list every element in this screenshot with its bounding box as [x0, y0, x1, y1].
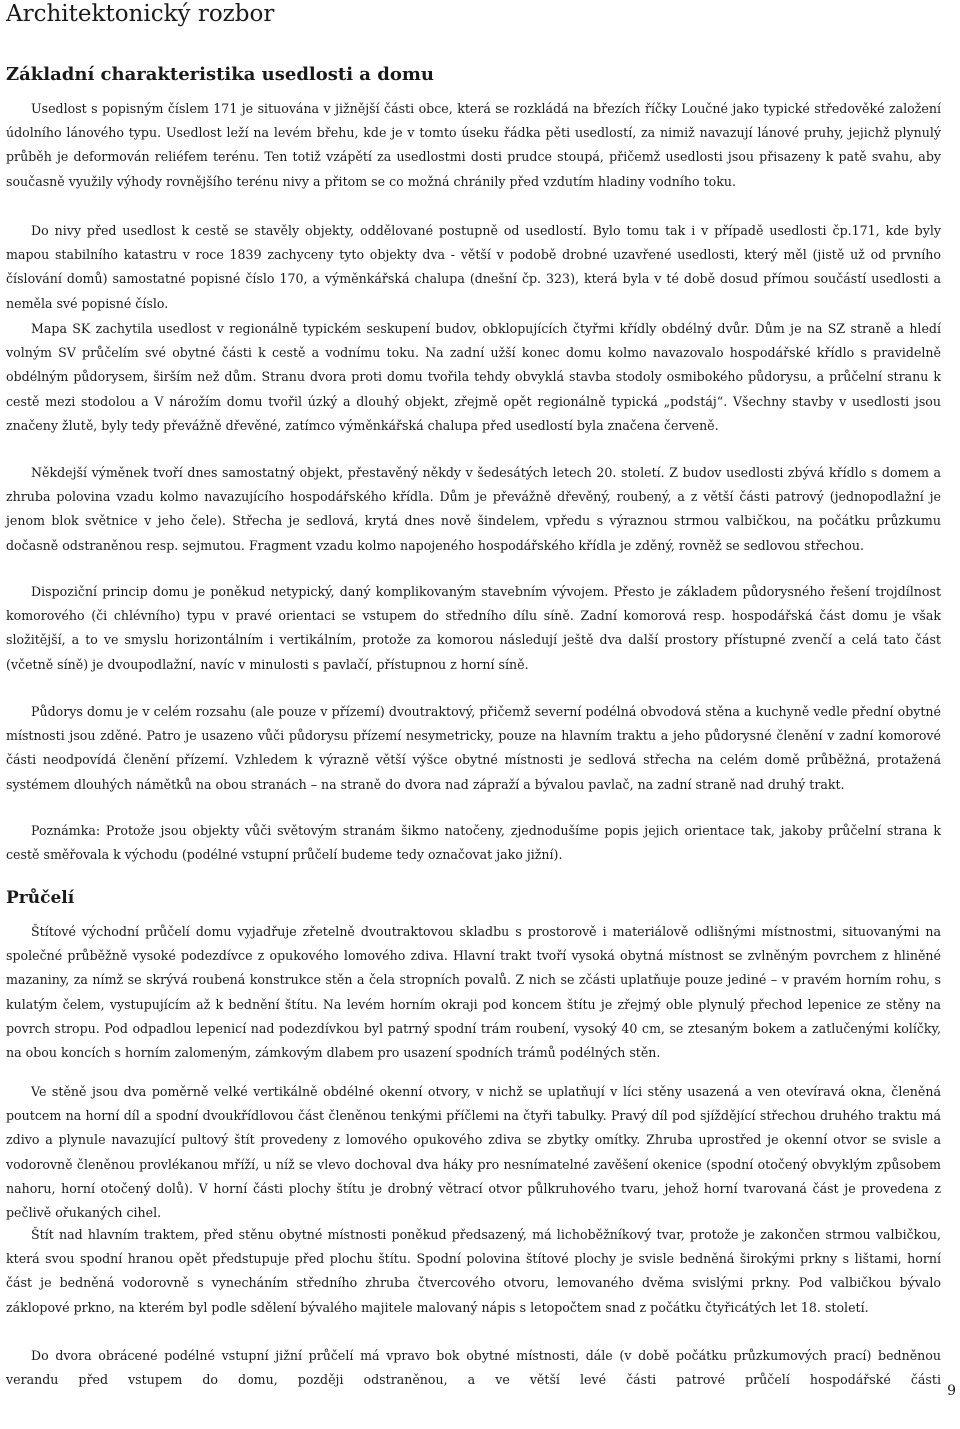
paragraph: Štítové východní průčelí domu vyjadřuje zřetelně dvoutraktovou skladbu s prostorově i materiálově odlišnými místnostmi, situovanými na společné průběžně vysoké podezdívce z opukového lomového zdiva. Hlavní trakt tvoří vysoká obytná místnost se zvlněným povrchem z hliněné mazaniny, za nímž se skrývá roubená konstrukce stěn a čela stropních povalů. Z nich se zčásti uplatňuje pouze jediné – v pravém horním rohu, s kulatým čelem, vystupujícím až k bednění štítu. Na levém horním okraji pod koncem štítu je zřejmý oble plynulý přechod lepenice ze stěny na povrch stropu. Pod odpadlou lepenicí nad podezdívkou byl patrný spodní trám roubení, vysoký 40 cm, se ztesaným bokem a zatlučenými kolíčky, na obou koncích s horním zalomeným, zámkovým dlabem pro usazení spodních trámů podélných stěn.	[6, 924, 941, 1061]
paragraph: Do dvora obrácené podélné vstupní jižní průčelí má vpravo bok obytné místnosti, dále (v době počátku průzkumových prací) bedněnou verandu před vstupem do domu, později odstraněnou, a ve větší levé části patrové průčelí hospodářské části	[6, 1348, 941, 1388]
section-heading-facades: Průčelí	[6, 888, 75, 908]
paragraph: Štít nad hlavním traktem, před stěnu obytné místnosti poněkud předsazený, má lichoběžníkový tvar, protože je zakončen strmou valbičkou, která svou spodní hranou opět předstupuje před plochu štítu. Spodní polovina štítové plochy je svisle bedněná širokými prkny s lištami, horní část je bedněná vodorovně s vynecháním středního zhruba čtvercového otvoru, lemovaného dvěma svislými prkny. Pod valbičkou bývalo záklopové prkno, na kterém byl podle sdělení bývalého majitele malovaný nápis s letopočtem snad z počátku čtyřicátých let 18. století.	[6, 1227, 941, 1315]
paragraph: Usedlost s popisným číslem 171 je situována v jižnější části obce, která se rozkládá na březích říčky Loučné jako typické středověké založení údolního lánového typu. Usedlost leží na levém břehu, kde je v tomto úseku řádka pěti usedlostí, za nimiž navazují lánové pruhy, jejichž plynulý průběh je deformován reliéfem terénu. Ten totiž vzápětí za usedlostmi dosti prudce stoupá, přičemž usedlosti jsou přisazeny k patě svahu, aby současně využily výhody rovnějšího terénu nivy a přitom se co možná chránily před vzdutím hladiny vodního toku.	[6, 101, 941, 189]
paragraph: Do nivy před usedlost k cestě se stavěly objekty, oddělované postupně od usedlostí. Bylo tomu tak i v případě usedlosti čp.171, kde byly mapou stabilního katastru v roce 1839 zachyceny tyto objekty dva - větší v podobě drobné uzavřené usedlosti, který měl (jistě už od prvního číslování domů) samostatné popisné číslo 170, a výměnkářská chalupa (dnešní čp. 323), která byla v té době dosud přímou součástí usedlosti a neměla své popisné číslo.	[6, 223, 941, 311]
paragraph: Poznámka: Protože jsou objekty vůči světovým stranám šikmo natočeny, zjednodušíme popis jejich orientace tak, jakoby průčelní strana k cestě směřovala k východu (podélné vstupní průčelí budeme tedy označovat jako jižní).	[6, 823, 941, 863]
paragraph: Ve stěně jsou dva poměrně velké vertikálně obdélné okenní otvory, v nichž se uplatňují v líci stěny usazená a ven otevíravá okna, členěná poutcem na horní díl a spodní dvoukřídlovou část členěnou tenkými příčlemi na čtyři tabulky. Pravý díl pod sjíždějící střechou druhého traktu má zdivo a plynule navazující pultový štít provedeny z lomového opukového zdiva se zbytky omítky. Zhruba uprostřed je okenní otvor se svisle a vodorovně členěnou provlékanou mříží, u níž se vlevo dochoval dva háky pro nesnímatelné zavěšení okenice (spodní otočený obvyklým způsobem nahoru, horní otočený dolů). V horní části plochy štítu je drobný větrací otvor půlkruhového tvaru, jehož horní tvarovaná část je provedena z pečlivě ořukaných cihel.	[6, 1084, 941, 1221]
page-number: 9	[947, 1383, 956, 1399]
paragraph: Někdejší výměnek tvoří dnes samostatný objekt, přestavěný někdy v šedesátých letech 20. století. Z budov usedlosti zbývá křídlo s domem a zhruba polovina vzadu kolmo navazujícího hospodářského křídla. Dům je převážně dřevěný, roubený, a z větší části patrový (jednopodlažní je jenom blok světnice v jeho čele). Střecha je sedlová, krytá dnes nově šindelem, vpředu s výraznou strmou valbičkou, na počátku průzkumu dočasně odstraněnou resp. sejmutou. Fragment vzadu kolmo napojeného hospodářského křídla je zděný, rovněž se sedlovou střechou.	[6, 465, 941, 553]
page-title: Architektonický rozbor	[6, 1, 275, 27]
paragraph: Mapa SK zachytila usedlost v regionálně typickém seskupení budov, obklopujících čtyřmi křídly obdélný dvůr. Dům je na SZ straně a hledí volným SV průčelím své obytné části k cestě a vodnímu toku. Na zadní užší konec domu kolmo navazovalo hospodářské křídlo s pravidelně obdélným půdorysem, širším než dům. Stranu dvora proti domu tvořila tehdy obvyklá stavba stodoly osmibokého půdorysu, a průčelní stranu k cestě mezi stodolou a V nárožím domu tvořil úzký a dlouhý objekt, zřejmě opět regionálně typická „podstáj“. Všechny stavby v usedlosti jsou značeny žlutě, byly tedy převážně dřevěné, zatímco výměnkářská chalupa před usedlostí byla značena červeně.	[6, 321, 941, 433]
section-heading-basic-characteristics: Základní charakteristika usedlosti a domu	[6, 64, 434, 85]
paragraph: Dispoziční princip domu je poněkud netypický, daný komplikovaným stavebním vývojem. Přesto je základem půdorysného řešení trojdílnost komorového (či chlévního) typu v pravé orientaci se vstupem do středního dílu síně. Zadní komorová resp. hospodářská část domu je však složitější, a to ve smyslu horizontálním i vertikálním, protože za komorou následují ještě dva další prostory přístupné zvenčí a celá tato část (včetně síně) je dvoupodlažní, navíc v minulosti s pavlačí, přístupnou z horní síně.	[6, 584, 941, 672]
paragraph: Půdorys domu je v celém rozsahu (ale pouze v přízemí) dvoutraktový, přičemž severní podélná obvodová stěna a kuchyně vedle přední obytné místnosti jsou zděné. Patro je usazeno vůči půdorysu přízemí nesymetricky, pouze na hlavním traktu a jeho půdorysné členění v zadní komorové části neodpovídá členění přízemí. Vzhledem k výrazně větší výšce obytné místnosti je sedlová střecha na celém domě průběžná, protažená systémem dlouhých námětků na obou stranách – na straně do dvora nad zápraží a bývalou pavlač, na zadní straně nad druhý trakt.	[6, 704, 941, 792]
